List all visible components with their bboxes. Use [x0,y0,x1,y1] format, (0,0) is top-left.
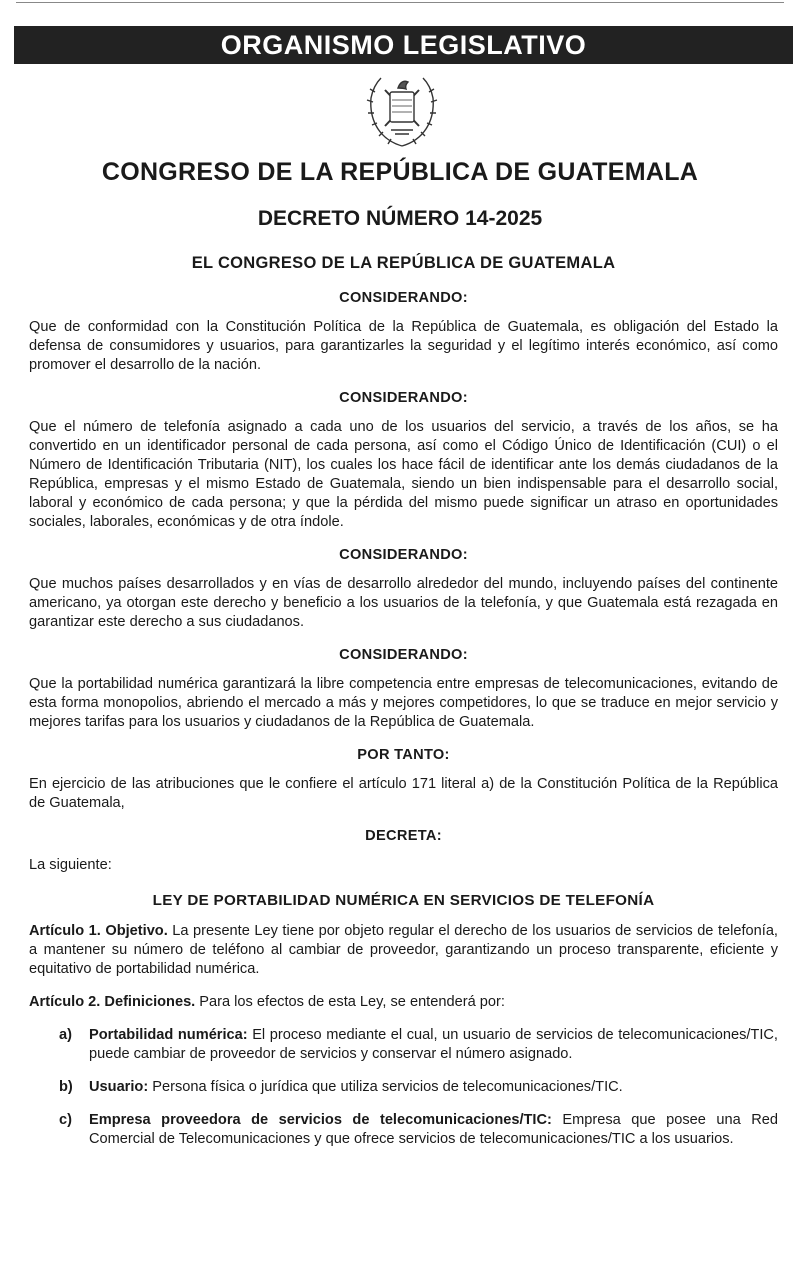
issuer-heading: EL CONGRESO DE LA REPÚBLICA DE GUATEMALA [191,254,616,272]
considerando-paragraph: Que muchos países desarrollados y en vías de desarrollo alrededor del mundo, incluyendo países del continente americano, ya otorgan este derecho y beneficio a los usuarios de la telefonía, y que Guatemala está rezagada en garantizar este derecho a sus ciudadanos. [29,576,778,630]
considerando-heading: CONSIDERANDO: [339,390,468,406]
definition-text [89,1078,778,1097]
por-tanto-heading: POR TANTO: [357,747,450,763]
law-title: LEY DE PORTABILIDAD NUMÉRICA EN SERVICIOS DE TELEFONÍA [152,892,655,909]
article-title: Artículo 2. Definiciones. [29,994,196,1010]
article-text: La presente Ley tiene por objeto regular el derecho de los usuarios de servicios de telefonía, a mantener su número de teléfono al cambiar de proveedor, garantizando un proceso transparente, eficiente y equitativo de portabilidad numérica. [29,923,778,977]
document-body [29,254,778,1163]
decree-number: DECRETO NÚMERO 14-2025 [257,207,543,230]
considerando-heading: CONSIDERANDO: [339,547,468,563]
definition-text [89,1111,778,1149]
definition-letter: b) [59,1079,73,1095]
considerando-paragraph: Que de conformidad con la Constitución Política de la República de Guatemala, es obligación del Estado la defensa de consumidores y usuarios, para garantizarles la seguridad y el legítimo interés económico, así como promover el desarrollo de la nación. [29,319,778,373]
definition-text [89,1026,778,1064]
definition-item [29,1111,778,1149]
considerando-paragraph: Que el número de telefonía asignado a cada uno de los usuarios del servicio, a través de los años, se ha convertido en un identificador personal de cada persona, así como el Código Único de Identificación (CUI) o el Número de Identificación Tributaria (NIT), los cuales los hace fácil de identificar ante los demás ciudadanos de la República, empresas y el mismo Estado de Guatemala, siendo un bien indispensable para el desarrollo social, laboral y económico de cada persona; y que la pérdida del mismo puede significar un atraso en oportunidades sociales, laborales, económicas y de otra índole. [29,419,778,530]
considerando-heading: CONSIDERANDO: [339,290,468,306]
coat-of-arms-icon [361,70,443,152]
decreta-paragraph: La siguiente: [29,857,112,873]
article-title: Artículo 1. Objetivo. [29,923,168,939]
considerando-heading: CONSIDERANDO: [339,647,468,663]
section-banner: ORGANISMO LEGISLATIVO [14,26,793,64]
article-1 [29,922,778,979]
definition-term: Usuario: [89,1079,149,1095]
definition-term: Empresa proveedora de servicios de telecomunicaciones/TIC: [89,1112,552,1128]
definition-item [29,1026,778,1064]
decreta-heading: DECRETA: [365,828,442,844]
definition-letter: a) [59,1027,72,1043]
definition-description: Empresa que posee una Red Comercial de Telecomunicaciones y que ofrece servicios de telecomunicaciones/TIC a los usuarios. [89,1112,778,1147]
top-rule [16,2,784,3]
definition-description: Persona física o jurídica que utiliza servicios de telecomunicaciones/TIC. [148,1079,623,1095]
considerando-paragraph: Que la portabilidad numérica garantizará la libre competencia entre empresas de telecomunicaciones, evitando de esta forma monopolios, abriendo el mercado a más y mejores competidores, lo que se traduce en mejor servicio y mejores tarifas para los usuarios y ciudadanos de la República de Guatemala. [29,676,778,730]
definitions-list [29,1026,778,1149]
definition-item [29,1078,778,1097]
por-tanto-paragraph: En ejercicio de las atribuciones que le confiere el artículo 171 literal a) de la Constitución Política de la República de Guatemala, [29,776,778,811]
article-2 [29,993,778,1012]
issuer-title: CONGRESO DE LA REPÚBLICA DE GUATEMALA [101,158,699,186]
definition-letter: c) [59,1112,72,1128]
definition-description: El proceso mediante el cual, un usuario de servicios de telecomunicaciones/TIC, puede cambiar de proveedor de servicios y conservar el número asignado. [89,1027,778,1062]
definition-term: Portabilidad numérica: [89,1027,248,1043]
article-text: Para los efectos de esta Ley, se entenderá por: [195,994,505,1010]
